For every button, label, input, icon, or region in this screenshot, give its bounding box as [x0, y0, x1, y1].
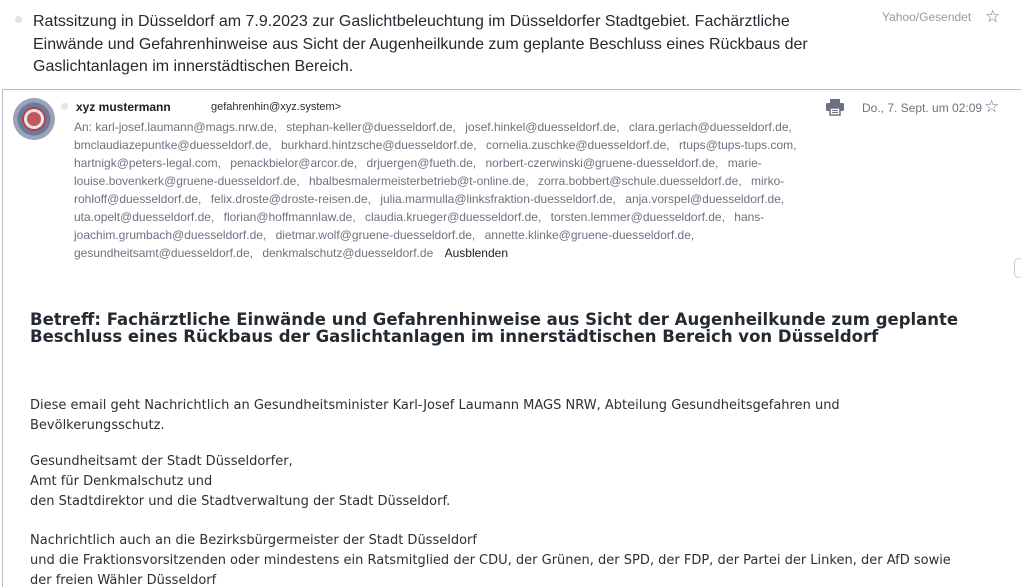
recipient-email[interactable]: mirko-rohloff@duesseldorf.de,	[74, 174, 785, 206]
recipient-email[interactable]: dietmar.wolf@gruene-duesseldorf.de,	[275, 228, 476, 242]
recipient-email[interactable]: drjuergen@fueth.de,	[366, 156, 477, 170]
to-label: An:	[74, 120, 93, 134]
body-line: Nachrichtlich auch an die Bezirksbürgermeister der Stadt Düsseldorf	[30, 533, 477, 548]
recipient-email[interactable]: hbalbesmalermeisterbetrieb@t-online.de,	[309, 174, 529, 188]
body-line: Diese email geht Nachrichtlich an Gesundheitsminister Karl-Josef Laumann MAGS NRW, Abteilung Gesundheitsgefahren und	[30, 398, 840, 413]
body-paragraph	[30, 396, 1000, 436]
status-dot-icon	[61, 103, 68, 110]
recipient-email[interactable]: burkhard.hintzsche@duesseldorf.de,	[280, 138, 477, 152]
recipient-email[interactable]: hans-joachim.grumbach@duesseldorf.de,	[74, 210, 765, 242]
sender-email[interactable]: gefahrenhin@xyz.system>	[211, 101, 342, 113]
body-heading: Betreff: Fachärztliche Einwände und Gefahrenhinweise aus Sicht der Augenheilkunde zum geplante Beschluss eines Rückbaus der Gaslichtanlagen im innerstädtischen Bereich von Düsseldorf	[30, 310, 959, 346]
unread-dot-icon	[15, 16, 22, 23]
scroll-handle[interactable]	[1014, 258, 1021, 278]
body-line: und die Fraktionsvorsitzenden oder mindestens ein Ratsmitglied der CDU, der Grünen, der SPD, der FDP, der Partei der Linken, der AfD sowie	[30, 553, 951, 568]
recipient-email[interactable]: felix.droste@droste-reisen.de,	[210, 192, 371, 206]
star-icon[interactable]: ☆	[985, 7, 1001, 26]
recipient-email[interactable]: stephan-keller@duesseldorf.de,	[286, 120, 456, 134]
body-line: den Stadtdirektor und die Stadtverwaltung der Stadt Düsseldorf.	[30, 494, 451, 509]
recipient-email[interactable]: josef.hinkel@duesseldorf.de,	[465, 120, 620, 134]
recipient-email[interactable]: julia.marmulla@linksfraktion-duesseldorf.de,	[380, 192, 616, 206]
body-paragraph	[30, 531, 1000, 587]
recipient-email[interactable]: claudia.krueger@duesseldorf.de,	[365, 210, 542, 224]
sender-avatar[interactable]	[13, 98, 55, 140]
recipient-email[interactable]: torsten.lemmer@duesseldorf.de,	[550, 210, 725, 224]
recipient-email[interactable]: annette.klinke@gruene-duesseldorf.de,	[484, 228, 695, 242]
recipient-email[interactable]: cornelia.zuschke@duesseldorf.de,	[485, 138, 670, 152]
recipient-email[interactable]: karl-josef.laumann@mags.nrw.de,	[95, 120, 277, 134]
folder-label[interactable]: Yahoo/Gesendet	[882, 10, 972, 24]
recipient-email[interactable]: anja.vorspel@duesseldorf.de,	[625, 192, 785, 206]
body-line: Amt für Denkmalschutz und	[30, 474, 213, 489]
recipient-email[interactable]: zorra.bobbert@schule.duesseldorf.de,	[537, 174, 742, 188]
body-line: Gesundheitsamt der Stadt Düsseldorfer,	[30, 454, 293, 469]
recipient-email[interactable]: norbert-czerwinski@gruene-duesseldorf.de,	[485, 156, 719, 170]
subject-header	[0, 0, 1021, 88]
recipient-email[interactable]: marie-louise.bovenkerk@gruene-duesseldorf.de,	[74, 156, 762, 188]
message-date: Do., 7. Sept. um 02:09	[862, 101, 983, 115]
subject-title: Ratssitzung in Düsseldorf am 7.9.2023 zur Gaslichtbeleuchtung im Düsseldorfer Stadtgebiet. Fachärztliche Einwände und Gefahrenhinweise aus Sicht der Augenheilkunde zum geplante Beschluss eines Rückbaus der Gaslichtanlagen im innerstädtischen Bereich.	[33, 13, 808, 75]
sender-name[interactable]: xyz mustermann	[76, 100, 171, 114]
recipient-email[interactable]: penackbielor@arcor.de,	[230, 156, 358, 170]
body-line: Bevölkerungsschutz.	[30, 418, 165, 433]
body-line: der freien Wähler Düsseldorf	[30, 573, 217, 587]
recipient-email[interactable]: uta.opelt@duesseldorf.de,	[74, 210, 215, 224]
recipient-email[interactable]: hartnigk@peters-legal.com,	[74, 156, 221, 170]
hide-recipients-link[interactable]: Ausblenden	[444, 246, 508, 260]
print-icon[interactable]	[825, 98, 845, 116]
star-icon[interactable]: ☆	[984, 97, 1000, 116]
recipient-email[interactable]: clara.gerlach@duesseldorf.de,	[628, 120, 792, 134]
recipient-email[interactable]: gesundheitsamt@duesseldorf.de,	[74, 246, 253, 260]
recipient-email[interactable]: denkmalschutz@duesseldorf.de	[262, 246, 434, 260]
recipient-email[interactable]: rtups@tups-tups.com,	[678, 138, 797, 152]
recipient-email[interactable]: bmclaudiazepuntke@duesseldorf.de,	[74, 138, 272, 152]
recipient-email[interactable]: florian@hoffmannlaw.de,	[223, 210, 356, 224]
body-paragraph	[30, 452, 1000, 512]
recipients-list	[74, 118, 804, 262]
